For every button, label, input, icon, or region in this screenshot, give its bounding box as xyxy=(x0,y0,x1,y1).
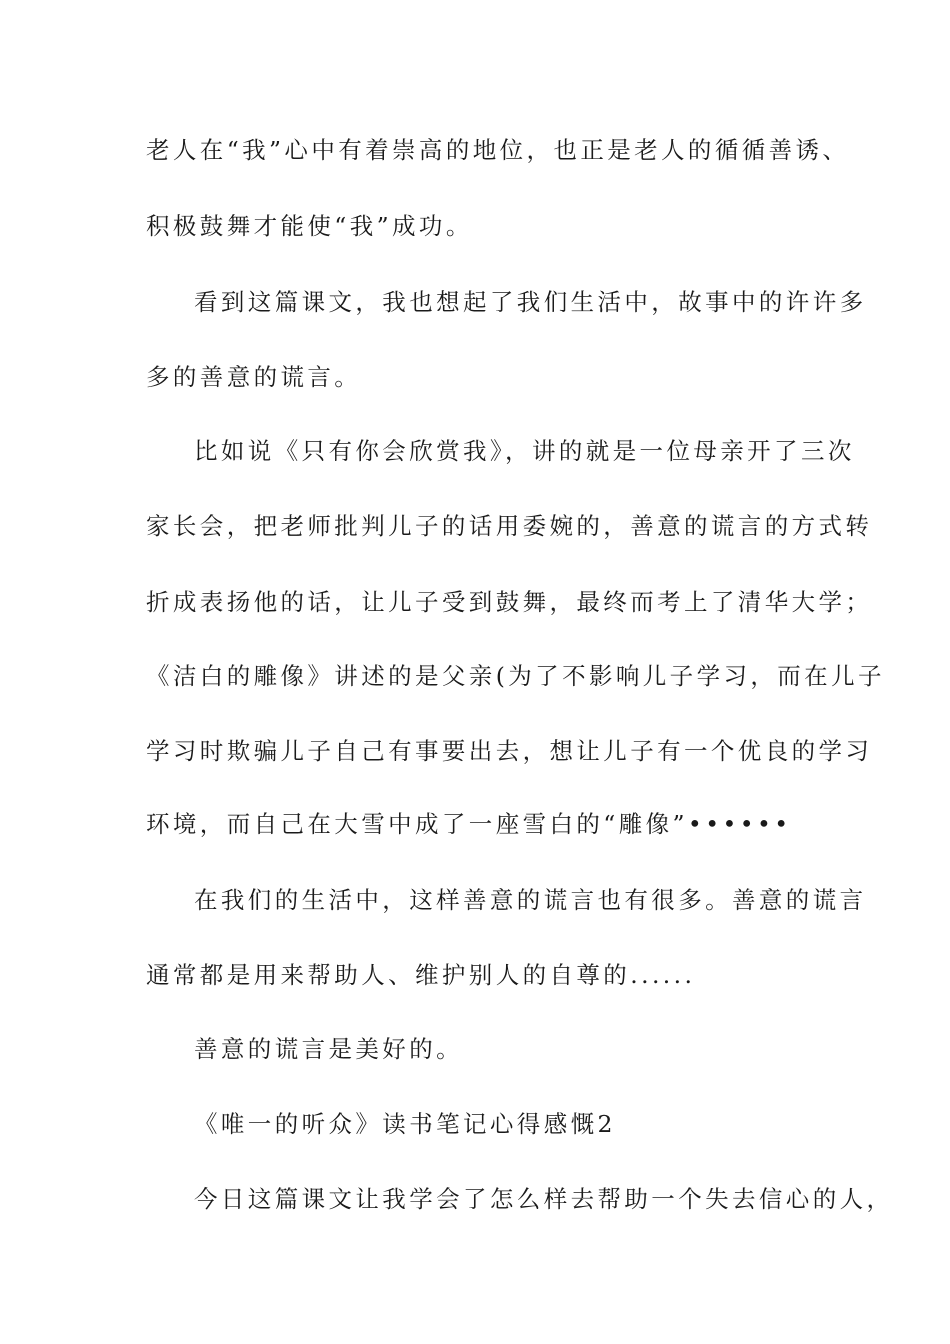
paragraph-line: 在我们的生活中，这样善意的谎言也有很多。善意的谎言 xyxy=(194,886,867,914)
paragraph-line: 今日这篇课文让我学会了怎么样去帮助一个失去信心的人， xyxy=(194,1185,894,1213)
paragraph-line: 《洁白的雕像》讲述的是父亲(为了不影响儿子学习，而在儿子 xyxy=(146,662,885,690)
paragraph-line: 积极鼓舞才能使“我”成功。 xyxy=(146,212,473,240)
paragraph-line: 家长会，把老师批判儿子的话用委婉的，善意的谎言的方式转 xyxy=(146,512,873,540)
paragraph-line: 通常都是用来帮助人、维护别人的自尊的...... xyxy=(146,961,696,989)
paragraph-line: 比如说《只有你会欣赏我》，讲的就是一位母亲开了三次 xyxy=(194,437,855,465)
paragraph-line: 善意的谎言是美好的。 xyxy=(194,1035,463,1063)
paragraph-line: 多的善意的谎言。 xyxy=(146,363,362,391)
paragraph-line: 折成表扬他的话，让儿子受到鼓舞，最终而考上了清华大学； xyxy=(146,588,873,616)
section-heading: 《唯一的听众》读书笔记心得感慨2 xyxy=(194,1110,616,1138)
paragraph-line: 看到这篇课文，我也想起了我们生活中，故事中的许许多 xyxy=(194,288,867,316)
paragraph-line: 学习时欺骗儿子自己有事要出去，想让儿子有一个优良的学习 xyxy=(146,737,873,765)
paragraph-line: 环境，而自己在大雪中成了一座雪白的“雕像”•••••• xyxy=(146,810,792,838)
paragraph-line: 老人在“我”心中有着崇高的地位，也正是老人的循循善诱、 xyxy=(146,136,850,164)
